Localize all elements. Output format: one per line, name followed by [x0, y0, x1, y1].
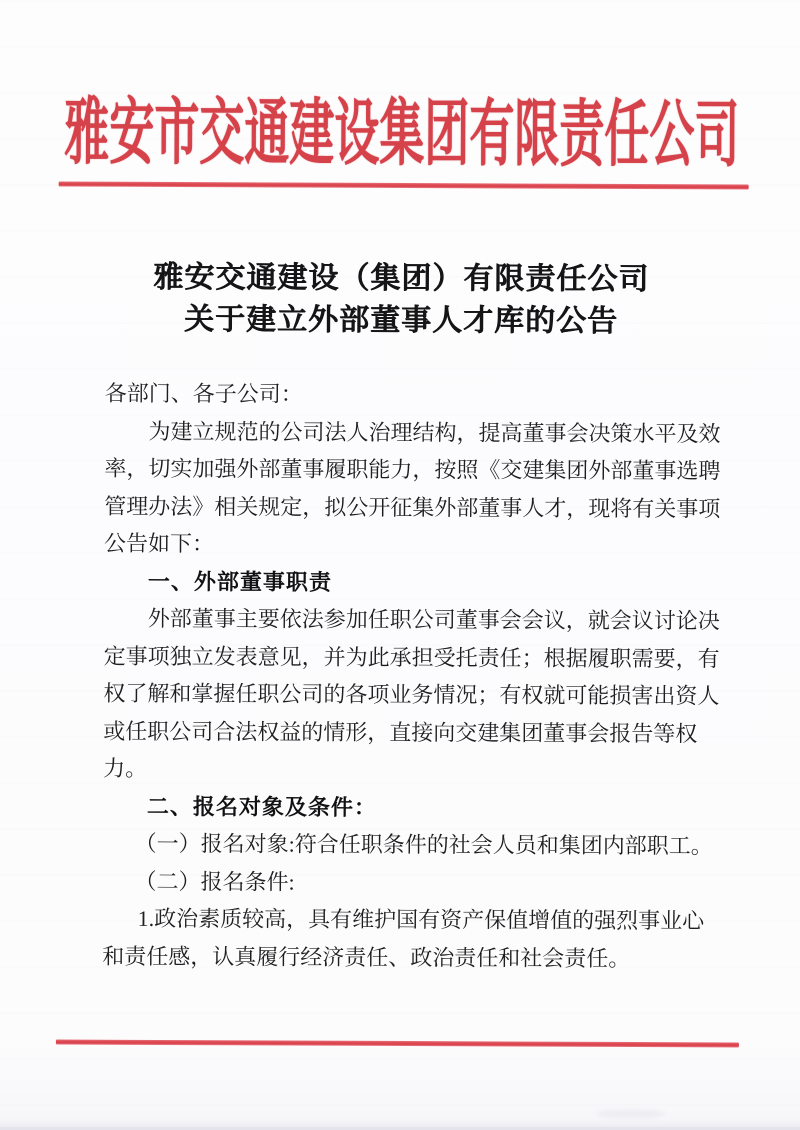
scan-smudge-artifact — [596, 1110, 666, 1118]
letterhead-company-name: 雅安市交通建设集团有限责任公司 — [64, 92, 740, 176]
body-line: 和责任感，认真履行经济责任、政治责任和社会责任。 — [102, 943, 631, 971]
body-line: 为建立规范的公司法人治理结构，提高董事会决策水平及效 — [148, 418, 721, 446]
document-body — [102, 375, 725, 978]
body-line: （二）报名条件: — [134, 868, 295, 895]
body-line: 1.政治素质较高，具有维护国有资产保值增值的强烈事业心 — [137, 905, 705, 934]
body-line: 或任职公司合法权益的情形，直接向交建集团董事会报告等权 — [103, 718, 698, 746]
document-title-line2: 关于建立外部董事人才库的公告 — [183, 303, 619, 338]
body-line: （一）报名对象:符合任职条件的社会人员和集团内部职工。 — [134, 830, 713, 859]
body-line: 管理办法》相关规定，拟公开征集外部董事人才，现将有关事项 — [104, 493, 721, 521]
document-title — [1, 256, 800, 343]
body-line: 率，切实加强外部董事履职能力，按照《交建集团外部董事选聘 — [104, 455, 721, 484]
section-heading-2: 二、报名对象及条件： — [146, 793, 378, 820]
body-line: 权了解和掌握任职公司的各项业务情况；有权就可能损害出资人 — [103, 680, 720, 709]
body-line: 力。 — [103, 755, 148, 781]
body-line: 定事项独立发表意见，并为此承担受托责任；根据履职需要，有 — [103, 643, 720, 671]
body-line: 外部董事主要依法参加任职公司董事会会议，就会议讨论决 — [147, 605, 720, 634]
footer-divider-line — [56, 1040, 739, 1048]
document-title-line1: 雅安交通建设（集团）有限责任公司 — [153, 260, 650, 297]
body-line: 公告如下： — [104, 530, 215, 557]
section-heading-1: 一、外部董事职责 — [147, 568, 332, 595]
salutation-line: 各部门、各子公司： — [104, 380, 303, 407]
